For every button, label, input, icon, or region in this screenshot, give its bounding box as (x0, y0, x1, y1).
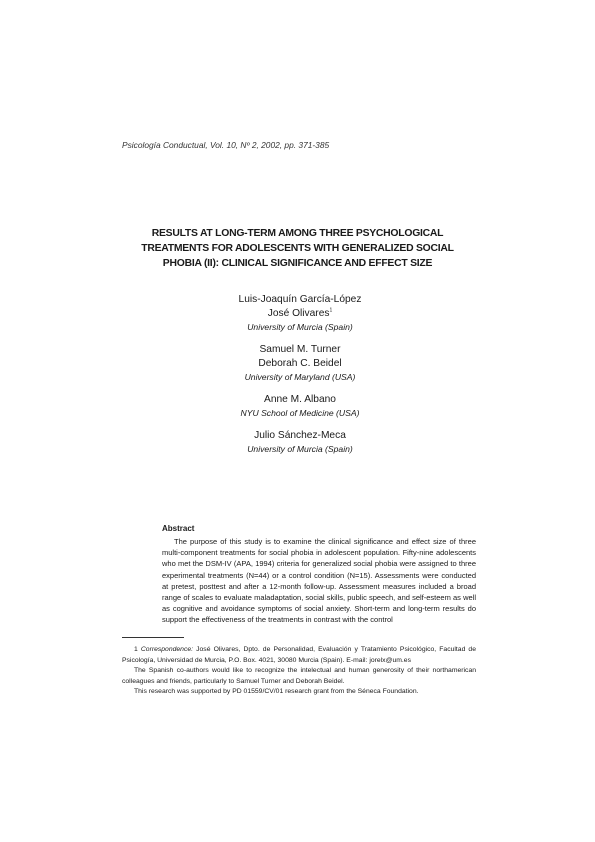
title-line: PHOBIA (II): CLINICAL SIGNIFICANCE AND EFFECT SIZE (162, 258, 433, 269)
author-name: Luis-Joaquín García-López (238, 294, 362, 305)
author-name: Deborah C. Beidel (258, 358, 342, 369)
footnote-marker: 1 (329, 307, 333, 314)
footnote-acknowledgement: The Spanish co-authors would like to recognize the intelectual and human generosity of their northamerican colleagues and friends, particularly to Samuel Turner and Deborah Beidel. (122, 667, 476, 685)
title-line: TREATMENTS FOR ADOLESCENTS WITH GENERALIZED SOCIAL (141, 243, 454, 254)
footnote-divider (122, 637, 184, 638)
author-group (150, 429, 450, 455)
author-affiliation: University of Maryland (USA) (244, 372, 356, 382)
author-affiliation: University of Murcia (Spain) (247, 444, 353, 454)
author-list (150, 293, 450, 455)
abstract-heading: Abstract (162, 524, 195, 533)
title-line: RESULTS AT LONG-TERM AMONG THREE PSYCHOLOGICAL (151, 228, 444, 239)
author-name: Samuel M. Turner (259, 344, 341, 355)
journal-citation: Psicología Conductual, Vol. 10, Nº 2, 2002, pp. 371-385 (122, 140, 330, 150)
author-group (150, 393, 450, 419)
author-name: Julio Sánchez-Meca (254, 430, 346, 441)
correspondence-text: José Olivares, Dpto. de Personalidad, Evaluación y Tratamiento Psicológico, Facultad de Psicología, Universidad de Murcia, P.O. Box. 4021, 30080 Murcia (Spain). E-mail: jorelx@um.es (122, 646, 476, 664)
footnote-funding: This research was supported by PD 01559/CV/01 research grant from the Séneca Foundation. (134, 688, 419, 695)
footnotes (122, 645, 476, 698)
author-name: Anne M. Albano (264, 394, 336, 405)
author-affiliation: NYU School of Medicine (USA) (240, 408, 360, 418)
abstract-text: The purpose of this study is to examine the clinical significance and effect size of three multi-component treatments for social phobia in adolescent population. Fifty-nine adolescents who met the DSM-IV (APA, 1994) criteria for generalized social phobia were assigned to three experimental treatments (N=44) or a control condition (N=15). Assessments were conducted at pretest, posttest and after a 12-month follow-up. Assessment measures included a broad range of scales to evaluate maladaptation, social skills, public speech, and self-esteem as well as cognitive and avoidance symptoms of social anxiety. Short-term and long-term results do support the effectiveness of the treatments in contrast with the control (162, 537, 476, 625)
author-group (150, 343, 450, 383)
footnote-number: 1 (134, 646, 138, 653)
correspondence-label: Correspondence: (140, 646, 194, 653)
article-title (100, 226, 495, 271)
author-name-with-footnote (150, 307, 450, 321)
footnote-correspondence (122, 645, 476, 666)
author-group (150, 293, 450, 333)
author-name: José Olivares (267, 308, 330, 319)
author-affiliation: University of Murcia (Spain) (247, 322, 353, 332)
